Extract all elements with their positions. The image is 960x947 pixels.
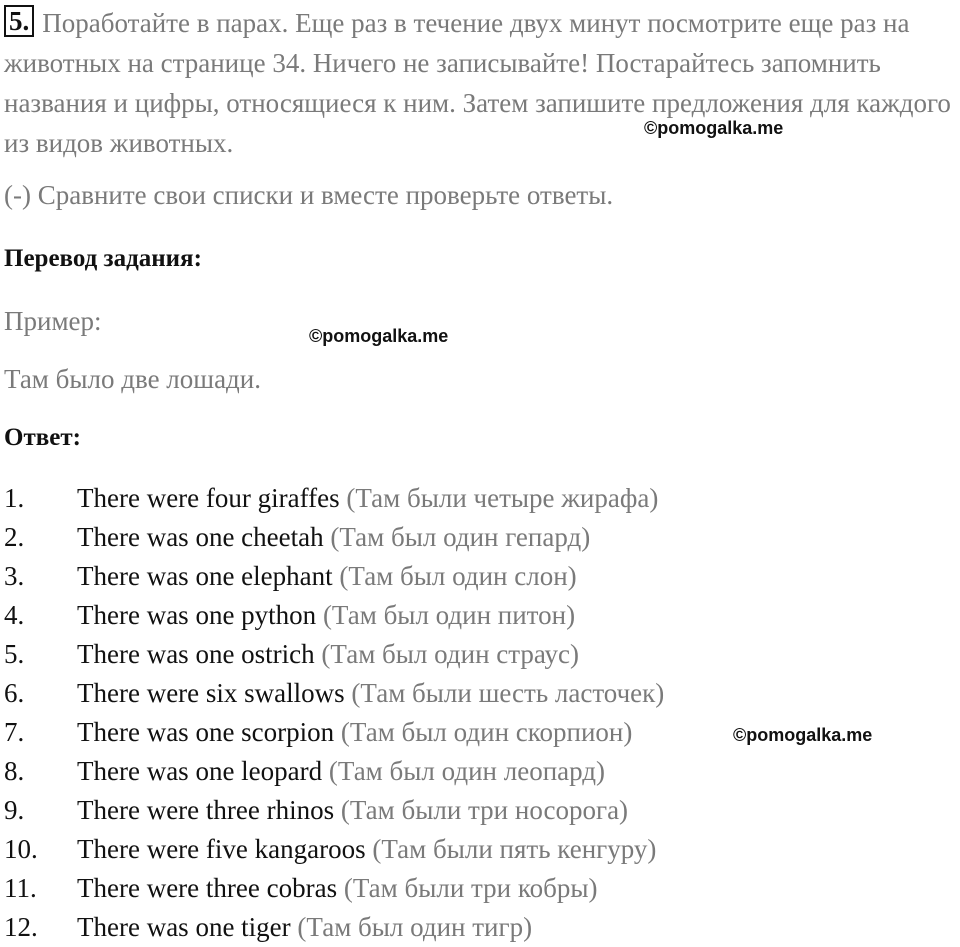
answer-text — [77, 635, 579, 674]
answer-english: There was one scorpion — [77, 717, 335, 747]
answer-english: There was one ostrich — [77, 639, 315, 669]
answer-russian: (Там был один скорпион) — [340, 717, 633, 747]
answer-text — [77, 557, 577, 596]
watermark: ©pomogalka.me — [733, 725, 873, 745]
answer-number: 3. — [4, 561, 25, 591]
answer-russian: (Там были шесть ласточек) — [351, 678, 665, 708]
answer-text — [77, 752, 605, 791]
answer-russian: (Там были три носорога) — [340, 795, 629, 825]
answer-number: 7. — [4, 717, 25, 747]
answer-english: There were three cobras — [77, 873, 338, 903]
answer-english: There was one python — [77, 600, 317, 630]
answer-item — [0, 752, 960, 791]
answer-russian: (Там был один питон) — [322, 600, 576, 630]
answer-text — [77, 791, 628, 830]
answer-number: 1. — [4, 483, 25, 513]
answer-russian: (Там были три кобры) — [343, 873, 598, 903]
task-subtask: (-) Сравните свои списки и вместе проверьте ответы. — [4, 180, 614, 210]
answer-russian: (Там был один страус) — [321, 639, 579, 669]
answer-text — [77, 869, 597, 908]
answer-item — [0, 908, 960, 947]
answer-english: There was one tiger — [77, 912, 291, 942]
answer-number: 11. — [4, 873, 37, 903]
task-instructions — [4, 3, 954, 163]
answer-text — [77, 674, 664, 713]
answer-number: 9. — [4, 795, 25, 825]
answer-item — [0, 791, 960, 830]
answer-text — [77, 713, 632, 752]
answer-english: There were five kangaroos — [77, 834, 366, 864]
answer-english: There was one cheetah — [77, 522, 324, 552]
answer-text — [77, 479, 658, 518]
answer-number: 12. — [4, 912, 38, 942]
answer-russian: (Там были пять кенгуру) — [372, 834, 657, 864]
answer-text — [77, 596, 575, 635]
answer-text — [77, 830, 656, 869]
answer-item — [0, 479, 960, 518]
answer-russian: (Там был один гепард) — [330, 522, 591, 552]
answer-item — [0, 596, 960, 635]
answer-number: 10. — [4, 834, 38, 864]
answer-number: 8. — [4, 756, 25, 786]
answer-item — [0, 635, 960, 674]
watermark: ©pomogalka.me — [309, 326, 449, 346]
example-label: Пример: — [4, 306, 102, 336]
answer-number: 2. — [4, 522, 25, 552]
answer-item — [0, 557, 960, 596]
watermark: ©pomogalka.me — [644, 118, 784, 138]
answer-heading: Ответ: — [4, 424, 81, 451]
task-text: Поработайте в парах. Еще раз в течение двух минут посмотрите еще раз на животных на странице 34. Ничего не записывайте! Постарайтесь запомнить названия и цифры, относящиеся к ним. Затем запишите предложения для каждого из видов животных. — [4, 8, 951, 158]
translation-heading: Перевод задания: — [4, 245, 202, 272]
answer-number: 5. — [4, 639, 25, 669]
answer-item — [0, 869, 960, 908]
answer-english: There were three rhinos — [77, 795, 335, 825]
answer-english: There were four giraffes — [77, 483, 340, 513]
answer-list — [0, 479, 960, 947]
answer-text — [77, 518, 590, 557]
answer-russian: (Там был один слон) — [339, 561, 577, 591]
task-number-badge: 5. — [4, 5, 34, 37]
answer-number: 4. — [4, 600, 25, 630]
answer-english: There were six swallows — [77, 678, 345, 708]
answer-english: There was one elephant — [77, 561, 333, 591]
answer-item — [0, 674, 960, 713]
answer-text — [77, 908, 532, 947]
answer-english: There was one leopard — [77, 756, 323, 786]
answer-russian: (Там был один тигр) — [297, 912, 533, 942]
answer-number: 6. — [4, 678, 25, 708]
answer-russian: (Там был один леопард) — [328, 756, 605, 786]
answer-item — [0, 518, 960, 557]
answer-item — [0, 830, 960, 869]
answer-russian: (Там были четыре жирафа) — [346, 483, 659, 513]
example-text: Там было две лошади. — [4, 364, 261, 394]
